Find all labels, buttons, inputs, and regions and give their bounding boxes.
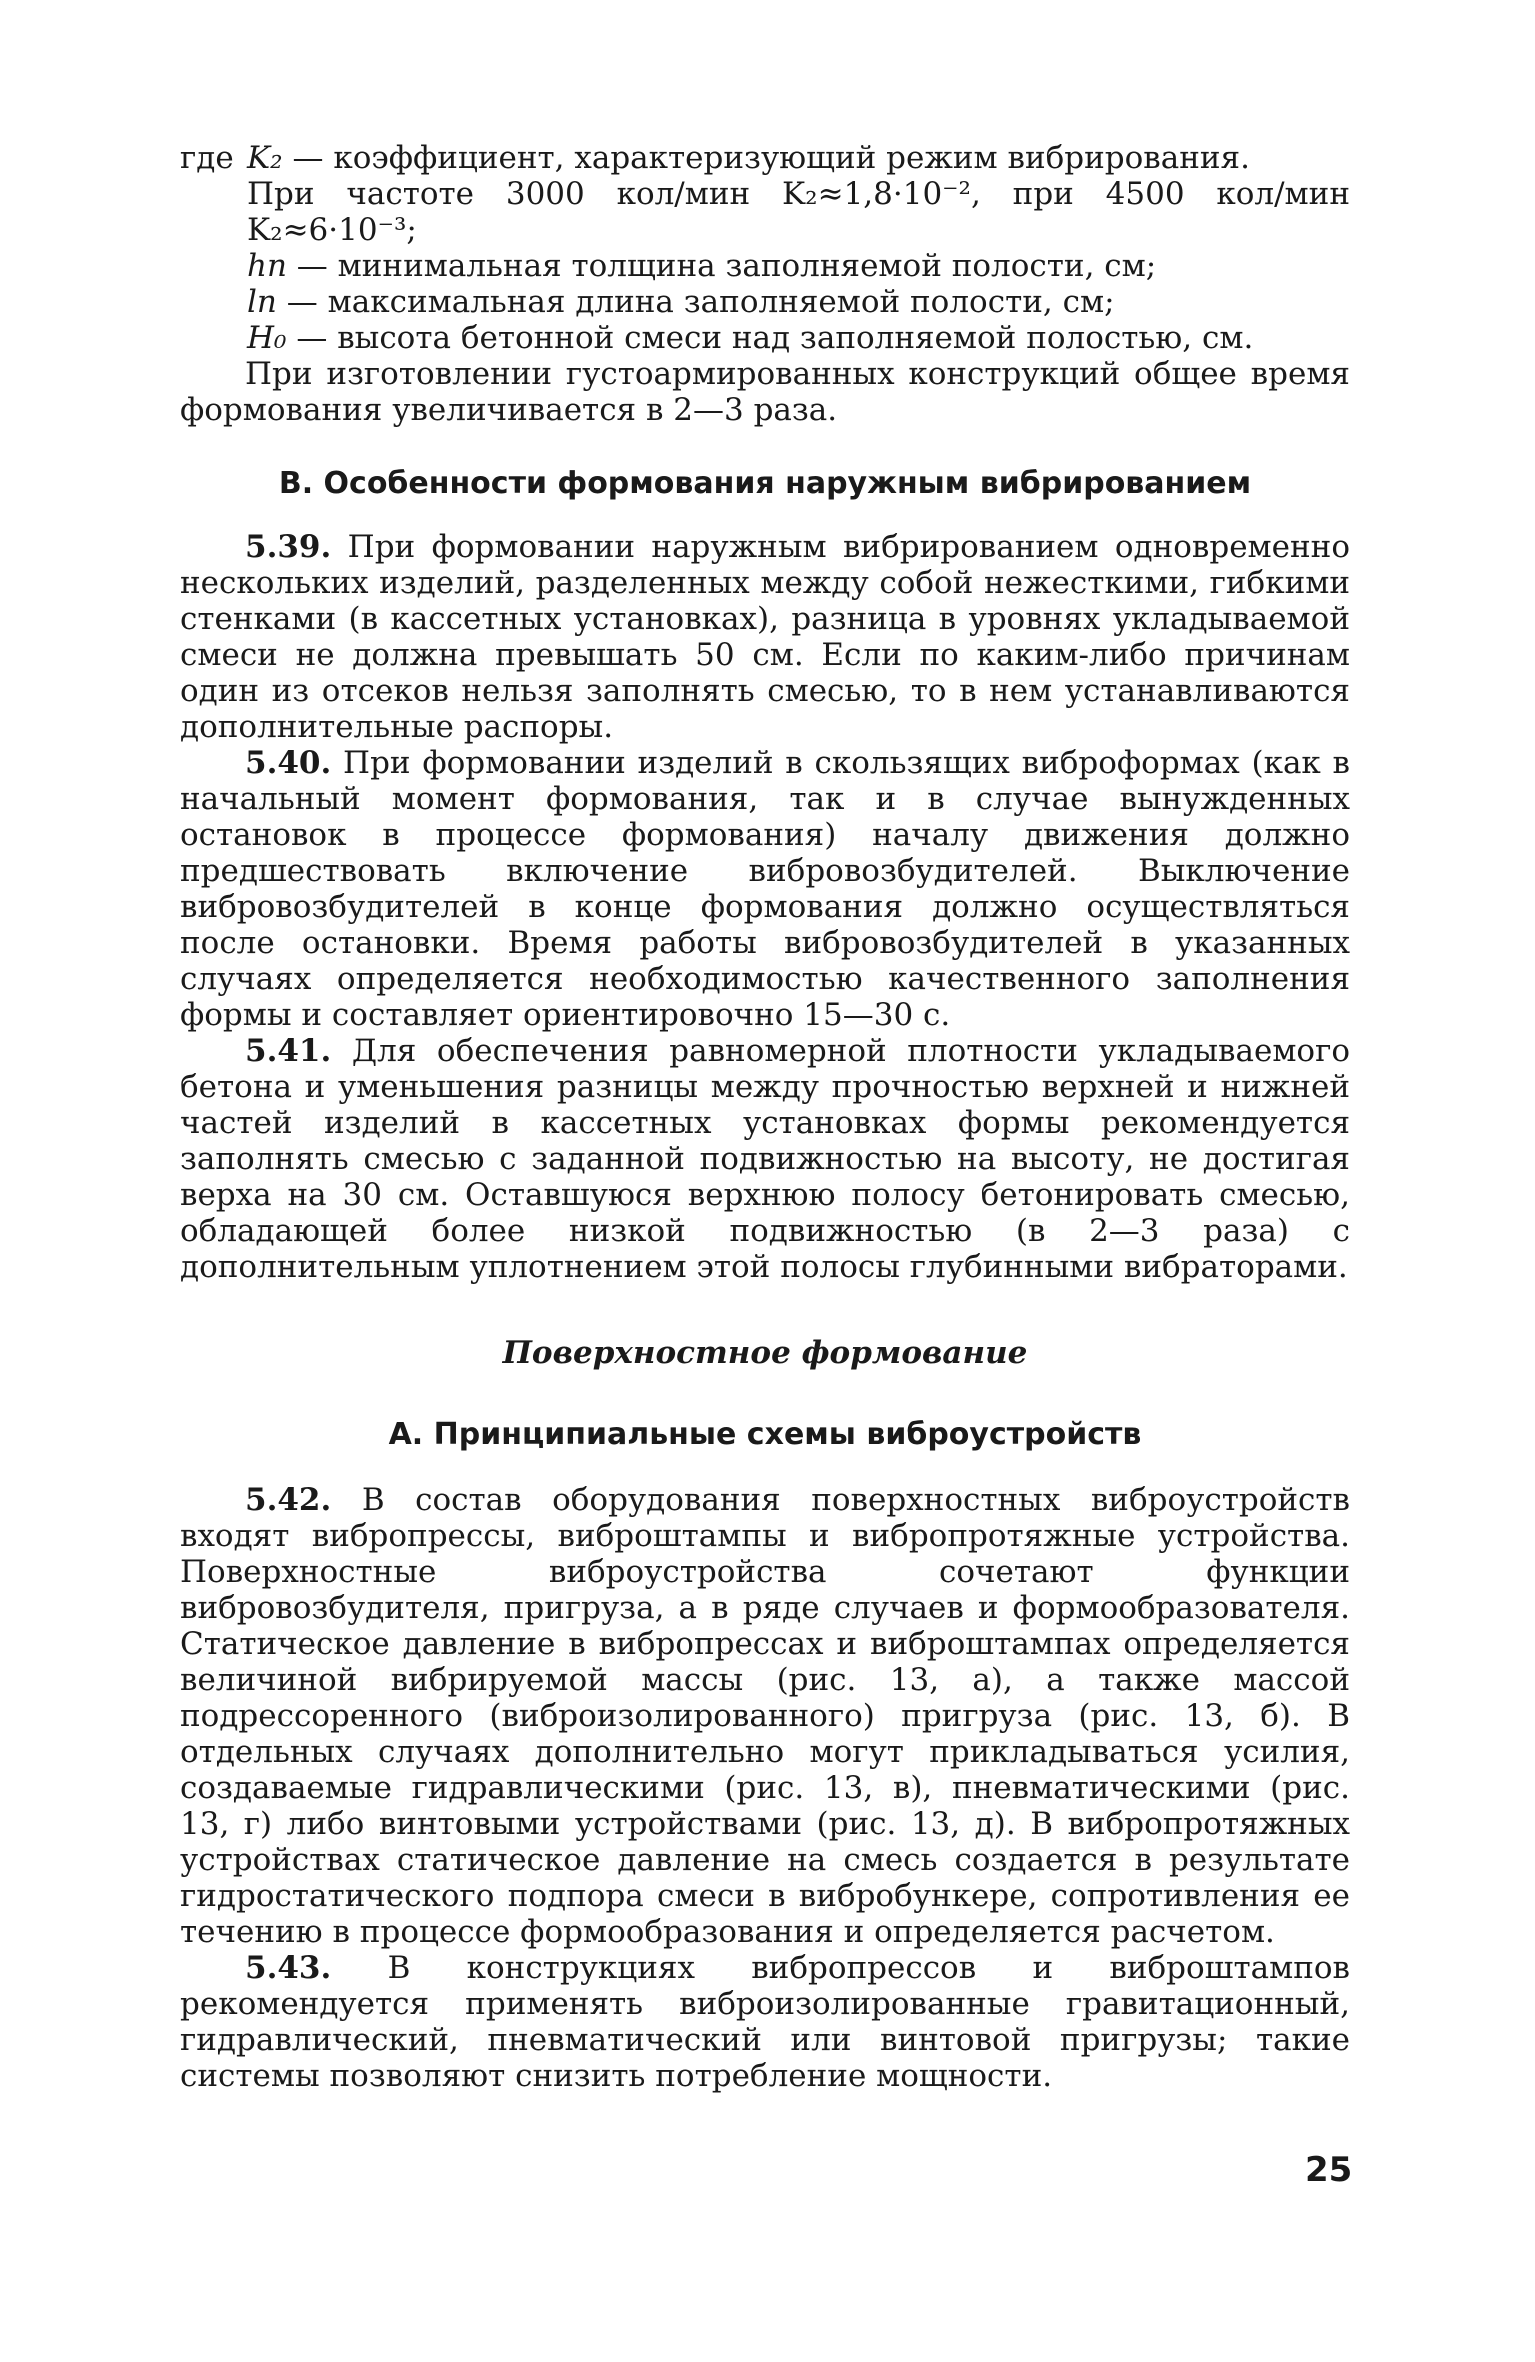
- paragraph-5-42: [180, 1482, 1350, 1950]
- paragraph-number: 5.41.: [245, 1033, 332, 1069]
- paragraph-number: 5.39.: [245, 529, 332, 565]
- definition-text: высота бетонной смеси над заполняемой полостью, см.: [337, 320, 1254, 356]
- definition-symbol: H₀: [247, 320, 287, 356]
- page-body: [180, 140, 1350, 2094]
- definition-dash: —: [292, 140, 324, 176]
- paragraph-5-43: [180, 1950, 1350, 2094]
- definition-text: максимальная длина заполняемой полости, см;: [327, 284, 1115, 320]
- definition-item: [180, 320, 1350, 356]
- definition-symbol: K₂: [247, 140, 283, 176]
- paragraph-text: В конструкциях вибропрессов и виброштампов рекомендуется применять виброизолированные гравитационный, гидравлический, пневматический или винтовой пригрузы; такие системы позволяют снизить потребление мощности.: [180, 1950, 1350, 2094]
- definitions-block: [180, 140, 1350, 428]
- paragraph-text: В состав оборудования поверхностных виброустройств входят вибропрессы, виброштампы и вибропротяжные устройства. Поверхностные виброустройства сочетают функции вибровозбудителя, пригруза, а в ряде случаев и формообразователя. Статическое давление в вибропрессах и виброштампах определяется величиной вибрируемой массы (рис. 13, а), а также массой подрессоренного (виброизолированного) пригруза (рис. 13, б). В отдельных случаях дополнительно могут прикладываться усилия, создаваемые гидравлическими (рис. 13, в), пневматическими (рис. 13, г) либо винтовыми устройствами (рис. 13, д). В вибропротяжных устройствах статическое давление на смесь создается в результате гидростатического подпора смеси в вибробункере, сопротивления ее течению в процессе формообразования и определяется расчетом.: [180, 1482, 1350, 1950]
- definitions-lead: где: [180, 140, 234, 176]
- definition-dash: —: [296, 320, 328, 356]
- page-number: 25: [1305, 2150, 1353, 2190]
- subhead-a: А. Принципиальные схемы виброустройств: [388, 1417, 1142, 1452]
- definition-symbol: hп: [247, 248, 287, 284]
- definition-item: [180, 140, 1350, 248]
- definition-item: [180, 248, 1350, 284]
- paragraph-number: 5.43.: [245, 1950, 332, 1986]
- definition-text: минимальная толщина заполняемой полости, см;: [337, 248, 1157, 284]
- paragraph-5-39: [180, 529, 1350, 745]
- paragraph-number: 5.40.: [245, 745, 332, 781]
- subhead-v: В. Особенности формования наружным вибрированием: [278, 466, 1252, 501]
- paragraph-5-41: [180, 1033, 1350, 1285]
- paragraph-text: При формовании наружным вибрированием одновременно нескольких изделий, разделенных между собой нежесткими, гибкими стенками (в кассетных установках), разница в уровнях укладываемой смеси не должна превышать 50 см. Если по каким-либо причинам один из отсеков нельзя заполнять смесью, то в нем устанавливаются дополнительные распоры.: [180, 529, 1350, 745]
- section-title: Поверхностное формование: [502, 1335, 1028, 1371]
- paragraph-text: Для обеспечения равномерной плотности укладываемого бетона и уменьшения разницы между прочностью верхней и нижней частей изделий в кассетных установках формы рекомендуется заполнять смесью с заданной подвижностью на высоту, не достигая верха на 30 см. Оставшуюся верхнюю полосу бетонировать смесью, обладающей более низкой подвижностью (в 2—3 раза) с дополнительным уплотнением этой полосы глубинными вибраторами.: [180, 1033, 1351, 1285]
- definition-dash: —: [286, 284, 318, 320]
- paragraph-5-40: [180, 745, 1350, 1033]
- paragraph-number: 5.42.: [245, 1482, 332, 1518]
- definitions-after-text: При изготовлении густоармированных конструкций общее время формования увеличивается в 2—3 раза.: [180, 356, 1350, 428]
- definition-dash: —: [296, 248, 328, 284]
- paragraph-text: При формовании изделий в скользящих виброформах (как в начальный момент формования, так и в случае вынужденных остановок в процессе формования) началу движения должно предшествовать включение вибровозбудителей. Выключение вибровозбудителей в конце формования должно осуществляться после остановки. Время работы вибровозбудителей в указанных случаях определяется необходимостью качественного заполнения формы и составляет ориентировочно 15—30 с.: [180, 745, 1350, 1033]
- definition-symbol: lп: [247, 284, 277, 320]
- definition-continuation: При частоте 3000 кол/мин K₂≈1,8·10⁻², при 4500 кол/мин K₂≈6·10⁻³;: [247, 176, 1350, 248]
- definition-text: коэффициент, характеризующий режим вибрирования.: [333, 140, 1250, 176]
- definition-item: [180, 284, 1350, 320]
